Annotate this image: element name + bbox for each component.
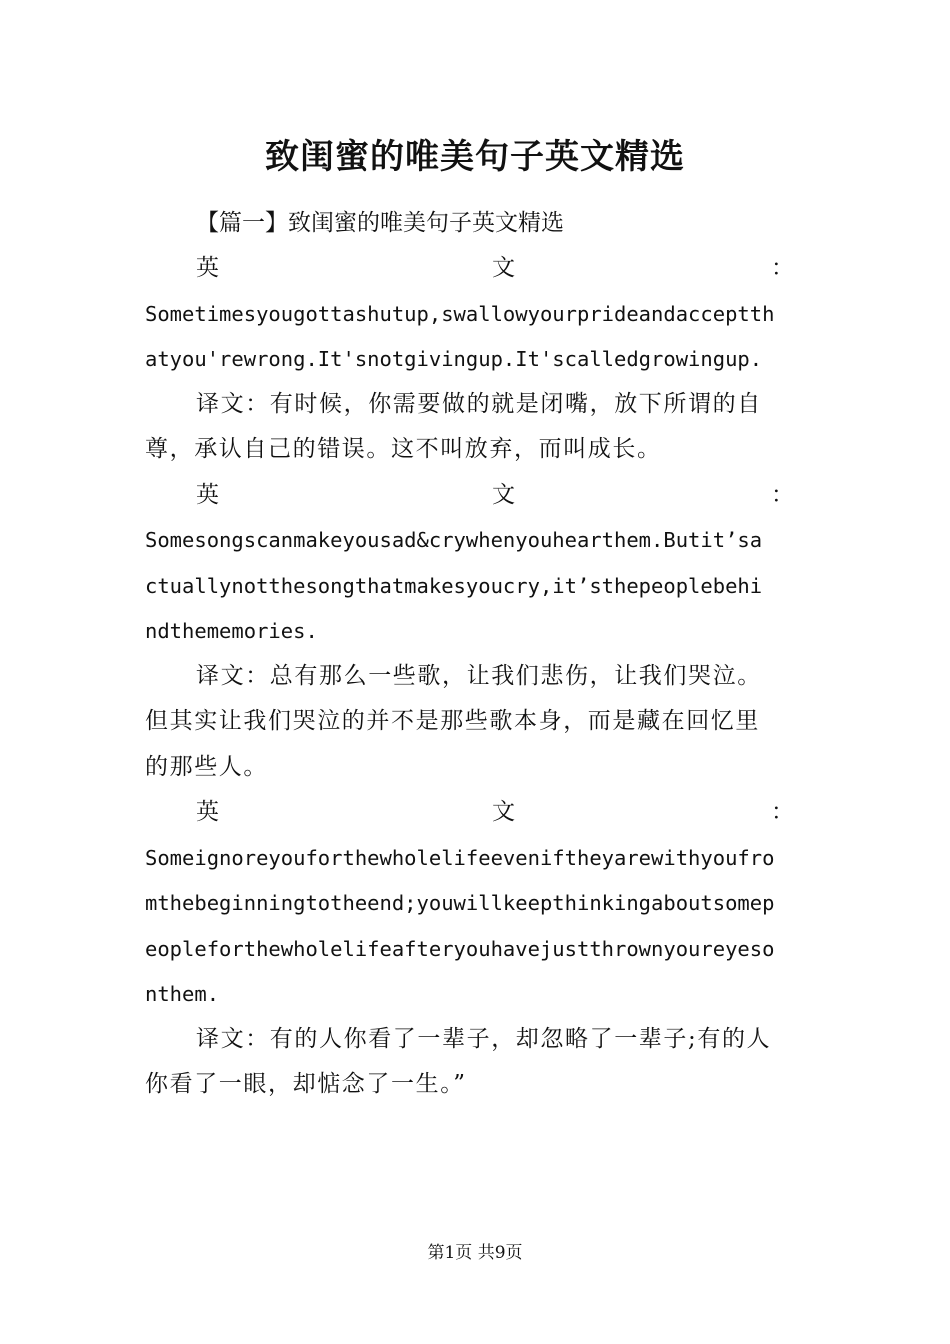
translation-line: 的那些人。 [145,754,268,780]
label-char-ying: 英 [196,799,219,825]
translation-line: 译文：有的人你看了一辈子，却忽略了一辈子;有的人 [196,1026,772,1052]
english-text-line: nthem. [145,982,220,1006]
english-label-row [196,248,794,288]
english-text-line: eopleforthewholelifeafteryouhavejustthrownyoureyeso [145,937,775,961]
english-text-line: Somesongscanmakeyousad&crywhenyouhearthem.Butit’sa [145,528,763,552]
label-char-colon: ： [771,255,794,281]
english-text-line: ctuallynotthesongthatmakesyoucry,it’sthepeoplebehi [145,574,763,598]
page-title: 致闺蜜的唯美句子英文精选 [265,137,685,177]
translation-line: 但其实让我们哭泣的并不是那些歌本身，而是藏在回忆里 [145,708,760,734]
translation-line: 译文：有时候，你需要做的就是闭嘴，放下所谓的自 [196,391,762,417]
page-footer: 第1页 共9页 [427,1243,523,1263]
translation-line: 译文：总有那么一些歌，让我们悲伤，让我们哭泣。 [196,663,762,689]
label-char-wen: 文 [492,255,515,281]
label-char-colon: ： [771,482,794,508]
english-label-row [196,792,794,832]
english-text-line: Someignoreyouforthewholelifeeveniftheyarewithyoufro [145,846,775,870]
label-char-ying: 英 [196,255,219,281]
english-text-line: atyou'rewrong.It'snotgivingup.It'scalledgrowingup. [145,347,763,371]
english-text-line: mthebeginningtotheend;youwillkeepthinkingaboutsomep [145,891,775,915]
label-char-wen: 文 [492,482,515,508]
label-char-ying: 英 [196,482,219,508]
english-label-row [196,475,794,515]
label-char-wen: 文 [492,799,515,825]
english-text-line: ndthememories. [145,619,318,643]
english-text-line: Sometimesyougottashutup,swallowyourprideandacceptth [145,302,775,326]
section-heading: 【篇一】致闺蜜的唯美句子英文精选 [196,210,564,236]
translation-line: 你看了一眼，却惦念了一生。” [145,1071,467,1097]
label-char-colon: ： [771,799,794,825]
translation-line: 尊，承认自己的错误。这不叫放弃，而叫成长。 [145,436,662,462]
